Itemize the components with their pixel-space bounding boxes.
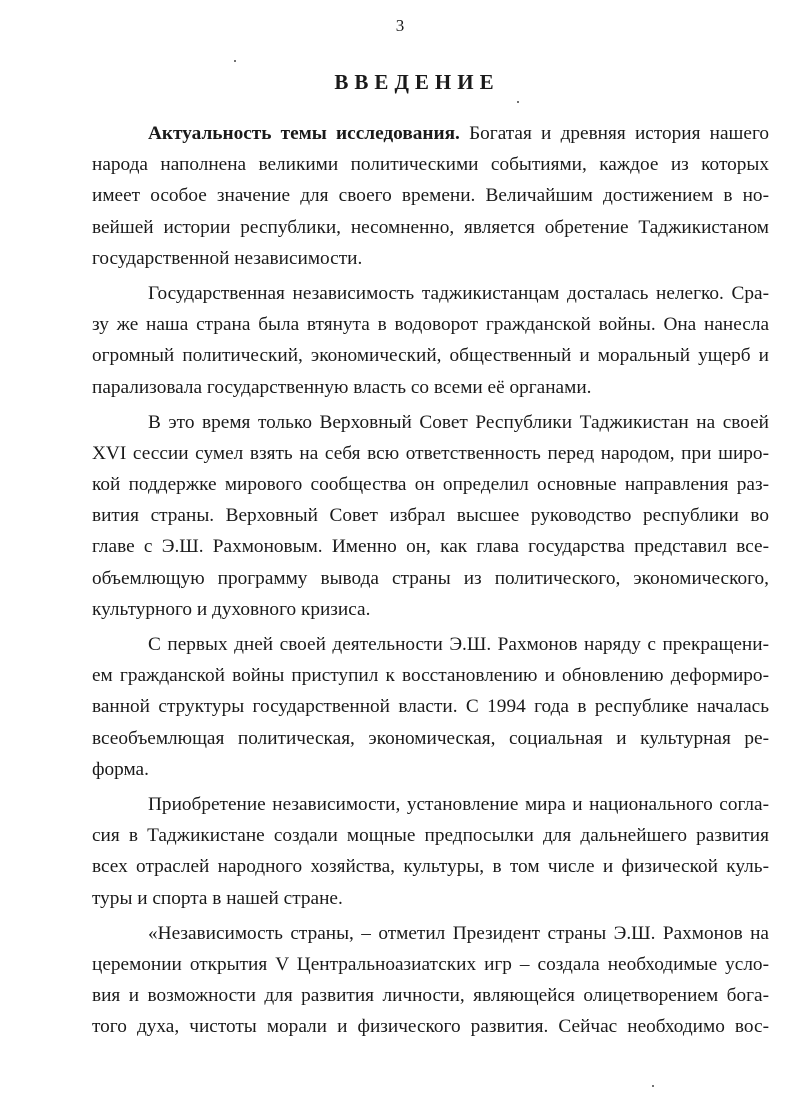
line-text: ем гражданской войны приступил к восстановлению и обновлению деформиро- [92,665,769,687]
text-line [92,243,769,274]
line-text: культурного и духовного кризиса. [92,598,371,620]
line-text: народа наполнена великими политическими событиями, каждое из которых [92,154,769,176]
line-text: огромный политический, экономический, общественный и моральный ущерб и [92,345,769,367]
line-text: главе с Э.Ш. Рахмоновым. Именно он, как глава государства представил все- [92,536,769,558]
paragraph [92,918,769,1043]
text-line [92,723,769,754]
line-text: форма. [92,758,149,780]
text-line [92,118,769,149]
line-text: XVI сессии сумел взять на себя всю ответственность перед народом, при широ- [92,442,769,464]
line-text: туры и спорта в нашей стране. [92,887,343,909]
text-line [92,531,769,562]
text-line [92,754,769,785]
line-text: В это время только Верховный Совет Республики Таджикистан на своей [148,411,769,433]
paragraph [92,407,769,625]
text-line [92,340,769,371]
text-line [92,180,769,211]
text-line [92,149,769,180]
scan-speck [652,1085,654,1087]
text-line [92,629,769,660]
line-text: кой поддержке мирового сообщества он определил основные направления раз- [92,474,769,496]
text-line [92,1011,769,1042]
paragraph [92,118,769,274]
section-title: ВВЕДЕНИЕ [334,70,500,94]
line-text: всех отраслей народного хозяйства, культуры, в том числе и физической куль- [92,856,769,878]
page-number: 3 [395,16,405,35]
text-line [92,438,769,469]
text-line [92,691,769,722]
paragraph [92,629,769,785]
text-line [92,309,769,340]
line-text: сия в Таджикистане создали мощные предпосылки для дальнейшего развития [92,825,769,847]
line-text: Приобретение независимости, установление мира и национального согла- [148,793,769,815]
paragraph [92,789,769,914]
text-line [92,820,769,851]
text-line [92,278,769,309]
text-line [92,563,769,594]
line-text: парализовала государственную власть со всеми её органами. [92,376,592,398]
line-text: вия и возможности для развития личности, являющейся олицетворением бога- [92,985,769,1007]
scan-speck [517,101,519,103]
line-text: «Независимость страны, – отметил Президент страны Э.Ш. Рахмонов на [148,922,769,944]
line-text: всеобъемлющая политическая, экономическая, социальная и культурная ре- [92,727,769,749]
text-line [92,980,769,1011]
line-text: Государственная независимость таджикистанцам досталась нелегко. Сра- [148,282,769,304]
text-line [92,789,769,820]
text-line [92,949,769,980]
text-line [92,594,769,625]
line-text: зу же наша страна была втянута в водоворот гражданской войны. Она нанесла [92,314,769,336]
text-line [92,372,769,403]
line-text: Богатая и древняя история нашего [469,123,770,144]
text-line [92,407,769,438]
line-text: вития страны. Верховный Совет избрал высшее руководство республики во [92,505,769,527]
text-line [92,851,769,882]
text-line [92,500,769,531]
line-text: того духа, чистоты морали и физического развития. Сейчас необходимо вос- [92,1016,769,1038]
document-body [92,118,769,1046]
line-text: имеет особое значение для своего времени. Величайшим достижением в но- [92,185,769,207]
line-text: государственной независимости. [92,247,363,269]
text-line [92,469,769,500]
line-text: вейшей истории республики, несомненно, является обретение Таджикистаном [92,216,769,238]
line-text: ванной структуры государственной власти. С 1994 года в республике началась [92,696,769,718]
scan-speck [234,60,236,62]
text-line [92,660,769,691]
lead-heading: Актуальность темы исследования. [148,123,460,144]
line-text: объемлющую программу вывода страны из политического, экономического, [92,567,769,589]
line-text: церемонии открытия V Центральноазиатских игр – создала необходимые усло- [92,953,769,975]
line-text: С первых дней своей деятельности Э.Ш. Рахмонов наряду с прекращени- [148,634,769,655]
text-line [92,918,769,949]
paragraph [92,278,769,403]
text-line [92,883,769,914]
text-line [92,212,769,243]
